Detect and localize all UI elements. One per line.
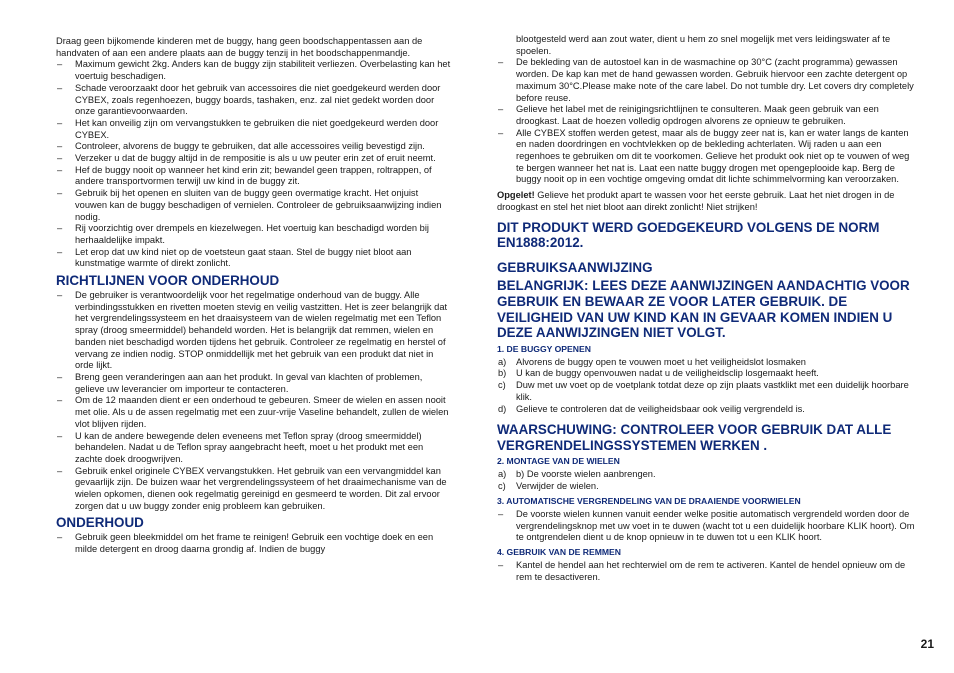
caution-text: Gelieve het produkt apart te wassen voor het eerste gebruik. Laat het niet drogen in de droogkast en stel het niet bloot aan direkt zonlicht! Niet strijken!	[497, 190, 895, 212]
list-item: – Verzeker u dat de buggy altijd in de rempositie is als u uw peuter erin zet of eruit neemt.	[57, 153, 436, 164]
list-item: – Gebruik geen bleekmiddel om het frame te reinigen! Gebruik een vochtige doek en een milde detergent en droog daarna grondig af. Indien de buggy	[57, 532, 434, 555]
list-item: a) b) De voorste wielen aanbrengen.	[498, 469, 656, 480]
care-list	[56, 532, 452, 555]
step4-list	[497, 560, 917, 583]
important-heading: BELANGRIJK: LEES DEZE AANWIJZINGEN AANDACHTIG VOOR GEBRUIK EN BEWAAR ZE VOOR LATER GEBRUIK. DE VEILIGHEID VAN UW KIND KAN IN GEVAAR KOMEN INDIEN U DEZE AANWIJZINGEN NIET VOLGT.	[497, 278, 910, 341]
list-item: – Rij voorzichtig over drempels en kiezelwegen. Het voertuig kan beschadigd worden bij herhaaldelijke impakt.	[57, 223, 429, 245]
instructions-heading: GEBRUIKSAANWIJZING	[497, 259, 653, 275]
page-number: 21	[920, 637, 934, 651]
intro-paragraph: Draag geen bijkomende kinderen met de buggy, hang geen boodschappentassen aan de handvaten of aan een andere plaats aan de buggy tenzij in het boodschappenmandje.	[56, 36, 423, 58]
list-item: – De voorste wielen kunnen vanuit eender welke positie automatisch vergrendeld worden door de vergrendelingsknop met uw voet in te duwen (wacht tot u een duidelijk hoorbare KLIK hoort). Om te ontgrendelen dient u de knop opnieuw in te duwen tot u een KLIK hoort.	[498, 508, 915, 543]
list-item: – Gelieve het label met de reinigingsrichtlijnen te consulteren. Maak geen gebruik van een droogkast. Laat de hoezen volledig opdrogen alvorens ze opnieuw te gebruiken.	[498, 104, 879, 126]
list-item: c) Verwijder de wielen.	[498, 481, 599, 492]
step2-list	[497, 469, 917, 492]
list-item: – Hef de buggy nooit op wanneer het kind erin zit; bewandel geen trappen, roltrappen, of andere transportvormen terwijl uw kind in de buggy zit.	[57, 164, 432, 187]
step1-list	[497, 357, 917, 416]
list-item: d) Gelieve te controleren dat de veiligheidsbaar ook veilig vergrendeld is.	[498, 403, 805, 414]
step1-heading: 1. DE BUGGY OPENEN	[497, 343, 591, 354]
care-list-continued	[497, 57, 917, 186]
list-item: – Alle CYBEX stoffen werden getest, maar als de buggy zeer nat is, kan er water langs de kanten en naden doordringen en vochtvlekken op de bekleding achterlaten. Wij raden u aan een regenhoes te gebruiken om dit te voorkomen. Gelieve het produkt ook niet op te vouwen of weg te bergen wanneer het nat is. Laat een natte buggy drogen met opengeplooide kap. Berg de buggy nooit op in een vochtige omgeving omdat dit lichte schimmelvorming kan veroorzaken.	[498, 127, 910, 185]
list-item: – Het kan onveilig zijn om vervangstukken te gebruiken die niet goedgekeurd werden door CYBEX.	[57, 117, 439, 140]
list-item: – Breng geen veranderingen aan aan het produkt. In geval van klachten of problemen, gelieve uw leverancier om importeur te contacteren.	[57, 371, 423, 394]
list-item: – Gebruik enkel originele CYBEX vervangstukken. Het gebruik van een vervangmiddel kan gevaarlijk zijn. De buizen waar het vergrendelingssysteem of het draaimechanisme van de wielen opkomen, dienen ook regelmatig gereinigd en gesmeerd te worden. Dit zal ervoor zorgen dat u uw buggy zonder enig probleem kan gebruiken.	[57, 465, 447, 511]
list-item: – Controleer, alvorens de buggy te gebruiken, dat alle accessoires veilig bevestigd zijn.	[57, 141, 425, 152]
list-item: – Maximum gewicht 2kg. Anders kan de buggy zijn stabiliteit verliezen. Overbelasting kan het voertuig beschadigen.	[57, 59, 451, 82]
list-item: b) U kan de buggy openvouwen nadat u de veiligheidsclip losgemaakt heeft.	[498, 368, 819, 379]
caution-label: Opgelet!	[497, 190, 535, 201]
list-item: – Om de 12 maanden dient er een onderhoud te gebeuren. Smeer de wielen en assen nooit met olie. Als u de assen regelmatig met een zuur-vrije Vaseline behandelt, zullen de wielen vlot blijven rijden.	[57, 395, 449, 429]
list-item: – Schade veroorzaakt door het gebruik van accessoires die niet goedgekeurd werden door CYBEX, zoals regenhoezen, buggy boards, tashaken, enz. zal niet gedekt worden door onze garantievoorwaarden.	[57, 82, 441, 117]
care-continued: blootgesteld werd aan zout water, dient u hem zo snel mogelijk met vers leidingswater af te spoelen.	[516, 34, 891, 56]
list-item: – U kan de andere bewegende delen eveneens met Teflon spray (droog smeermiddel) behandelen. Nadat u de Teflon spray aangebracht heeft, moet u het produkt met een zachte doek droogwrijven.	[57, 430, 424, 464]
list-item: – Let erop dat uw kind niet op de voetsteun gaat staan. Stel de buggy niet bloot aan kunstmatige warmte of direkt zonlicht.	[57, 246, 412, 269]
step3-list	[497, 509, 917, 544]
list-item: – De bekleding van de autostoel kan in de wasmachine op 30°C (zacht programma) gewassen worden. De kap kan met de hand gewassen worden. Gebruik hiervoor een zachte detergent op maximum 30°C.Please make note of the care label. Do not tumble dry. Let covers dry completely before reuse.	[498, 57, 914, 103]
step3-heading: 3. AUTOMATISCHE VERGRENDELING VAN DE DRAAIENDE VOORWIELEN	[497, 495, 801, 506]
list-item: – Kantel de hendel aan het rechterwiel om de rem te activeren. Kantel de hendel opnieuw om de rem te desactiveren.	[498, 559, 906, 582]
list-item: – Gebruik bij het openen en sluiten van de buggy geen overmatige kracht. Het onjuist vouwen kan de buggy beschadigen of vernielen. Controleer de gebruiksaanwijzing indien nodig.	[57, 188, 442, 222]
norm-heading: DIT PRODUKT WERD GOEDGEKEURD VOLGENS DE NORM EN1888:2012.	[497, 219, 880, 251]
step2-heading: 2. MONTAGE VAN DE WIELEN	[497, 456, 620, 467]
right-column	[497, 34, 917, 583]
list-item: – De gebruiker is verantwoordelijk voor het regelmatige onderhoud van de buggy. Alle verbindingsstukken en rivetten moeten stevig en veilig vastzitten. Het is zeer belangrijk dat het vergrendelingssysteem en het draaisysteem van de wielen regelmatig met een Teflon spray (droog smeermiddel) behandeld worden. Het is belangrijk dat remmen, wielen en banden niet beschadigd worden tijdens het gebruik. Controleer ze regelmatig en herstel of vervang ze indien nodig. STOP onmiddellijk met het gebruik van een produkt dat niet in orde lijkt.	[57, 290, 448, 371]
left-column	[56, 36, 452, 556]
step4-heading: 4. GEBRUIK VAN DE REMMEN	[497, 546, 621, 557]
maintenance-heading: RICHTLIJNEN VOOR ONDERHOUD	[56, 273, 280, 289]
list-item: a) Alvorens de buggy open te vouwen moet u het veiligheidslot losmaken	[498, 356, 806, 367]
caution-paragraph	[497, 190, 917, 213]
safety-warnings-list	[56, 59, 452, 270]
list-item: c) Duw met uw voet op de voetplank totdat deze op zijn plaats vastklikt met een duidelijk hoorbare klik.	[498, 380, 909, 402]
maintenance-list	[56, 290, 452, 512]
warning-heading: WAARSCHUWING: CONTROLEER VOOR GEBRUIK DAT ALLE VERGRENDELINGSSYSTEMEN WERKEN .	[497, 422, 892, 453]
care-heading: ONDERHOUD	[56, 515, 144, 531]
